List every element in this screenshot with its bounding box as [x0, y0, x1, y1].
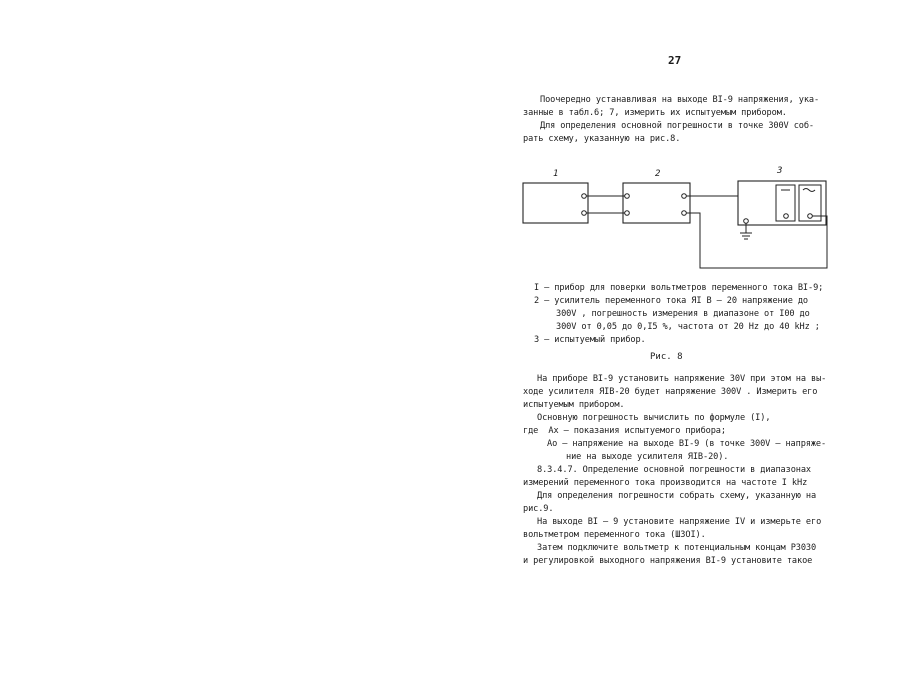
body-line: испытуемым прибором. [523, 400, 625, 410]
block-2-label: 2 [655, 169, 661, 179]
terminal [784, 214, 789, 219]
terminal [582, 211, 587, 216]
paragraph-line: Для определения основной погрешности в точке 300V соб- [540, 121, 814, 131]
body-line: ходе усилителя ЯIB-20 будет напряжение 300V . Измерить его [523, 387, 818, 397]
block-1 [523, 183, 588, 223]
body-line: ние на выходе усилителя ЯIB-20). [566, 452, 729, 462]
body-line: На приборе BI-9 установить напряжение 30V при этом на вы- [537, 374, 827, 384]
legend-line: 3 – испытуемый прибор. [534, 335, 646, 345]
block-1-label: 1 [553, 169, 559, 179]
body-line: и регулировкой выходного напряжения BI-9 установите такое [523, 556, 813, 566]
block-3 [738, 181, 826, 225]
paragraph-line: занные в табл.6; 7, измерить их испытуемым прибором. [523, 108, 787, 118]
body-line: рис.9. [523, 504, 554, 514]
terminal [625, 211, 630, 216]
paragraph-line: Поочередно устанавливая на выходе BI-9 напряжения, ука- [540, 95, 820, 105]
block-2 [623, 183, 690, 223]
terminal [625, 194, 630, 199]
paragraph-line: рать схему, указанную на рис.8. [523, 134, 681, 144]
terminal [808, 214, 813, 219]
legend-line: 300V , погрешность измерения в диапазоне от I00 до [556, 309, 810, 319]
figure-caption: Рис. 8 [650, 352, 683, 362]
body-line: Затем подключите вольтметр к потенциальным концам P3030 [537, 543, 817, 553]
body-line: Для определения погрешности собрать схему, указанную на [537, 491, 817, 501]
body-line: где Aх – показания испытуемого прибора; [523, 426, 726, 436]
terminal [582, 194, 587, 199]
terminal [682, 194, 687, 199]
body-line: вольтметром переменного тока (ШЗОI). [523, 530, 706, 540]
block-3-label: 3 [777, 166, 783, 176]
legend-line: 300V от 0,05 до 0,I5 %, частота от 20 Hz до 40 kHz ; [556, 322, 820, 332]
body-line: Основную погрешность вычислить по формуле (I), [537, 413, 771, 423]
body-line: измерений переменного тока производится на частоте I kHz [523, 478, 808, 488]
body-line: На выходе BI – 9 установите напряжение IV и измерьте его [537, 517, 822, 527]
body-line: 8.3.4.7. Определение основной погрешности в диапазонах [537, 465, 811, 475]
legend-line: I – прибор для поверки вольтметров переменного тока BI-9; [534, 283, 824, 293]
ac-symbol [803, 189, 815, 192]
legend-line: 2 – усилитель переменного тока ЯI B – 20 напряжение до [534, 296, 808, 306]
page-number: 27 [668, 54, 682, 67]
body-line: Aо – напряжение на выходе BI-9 (в точке 300V – напряже- [547, 439, 827, 449]
terminal [682, 211, 687, 216]
terminal [744, 219, 749, 224]
